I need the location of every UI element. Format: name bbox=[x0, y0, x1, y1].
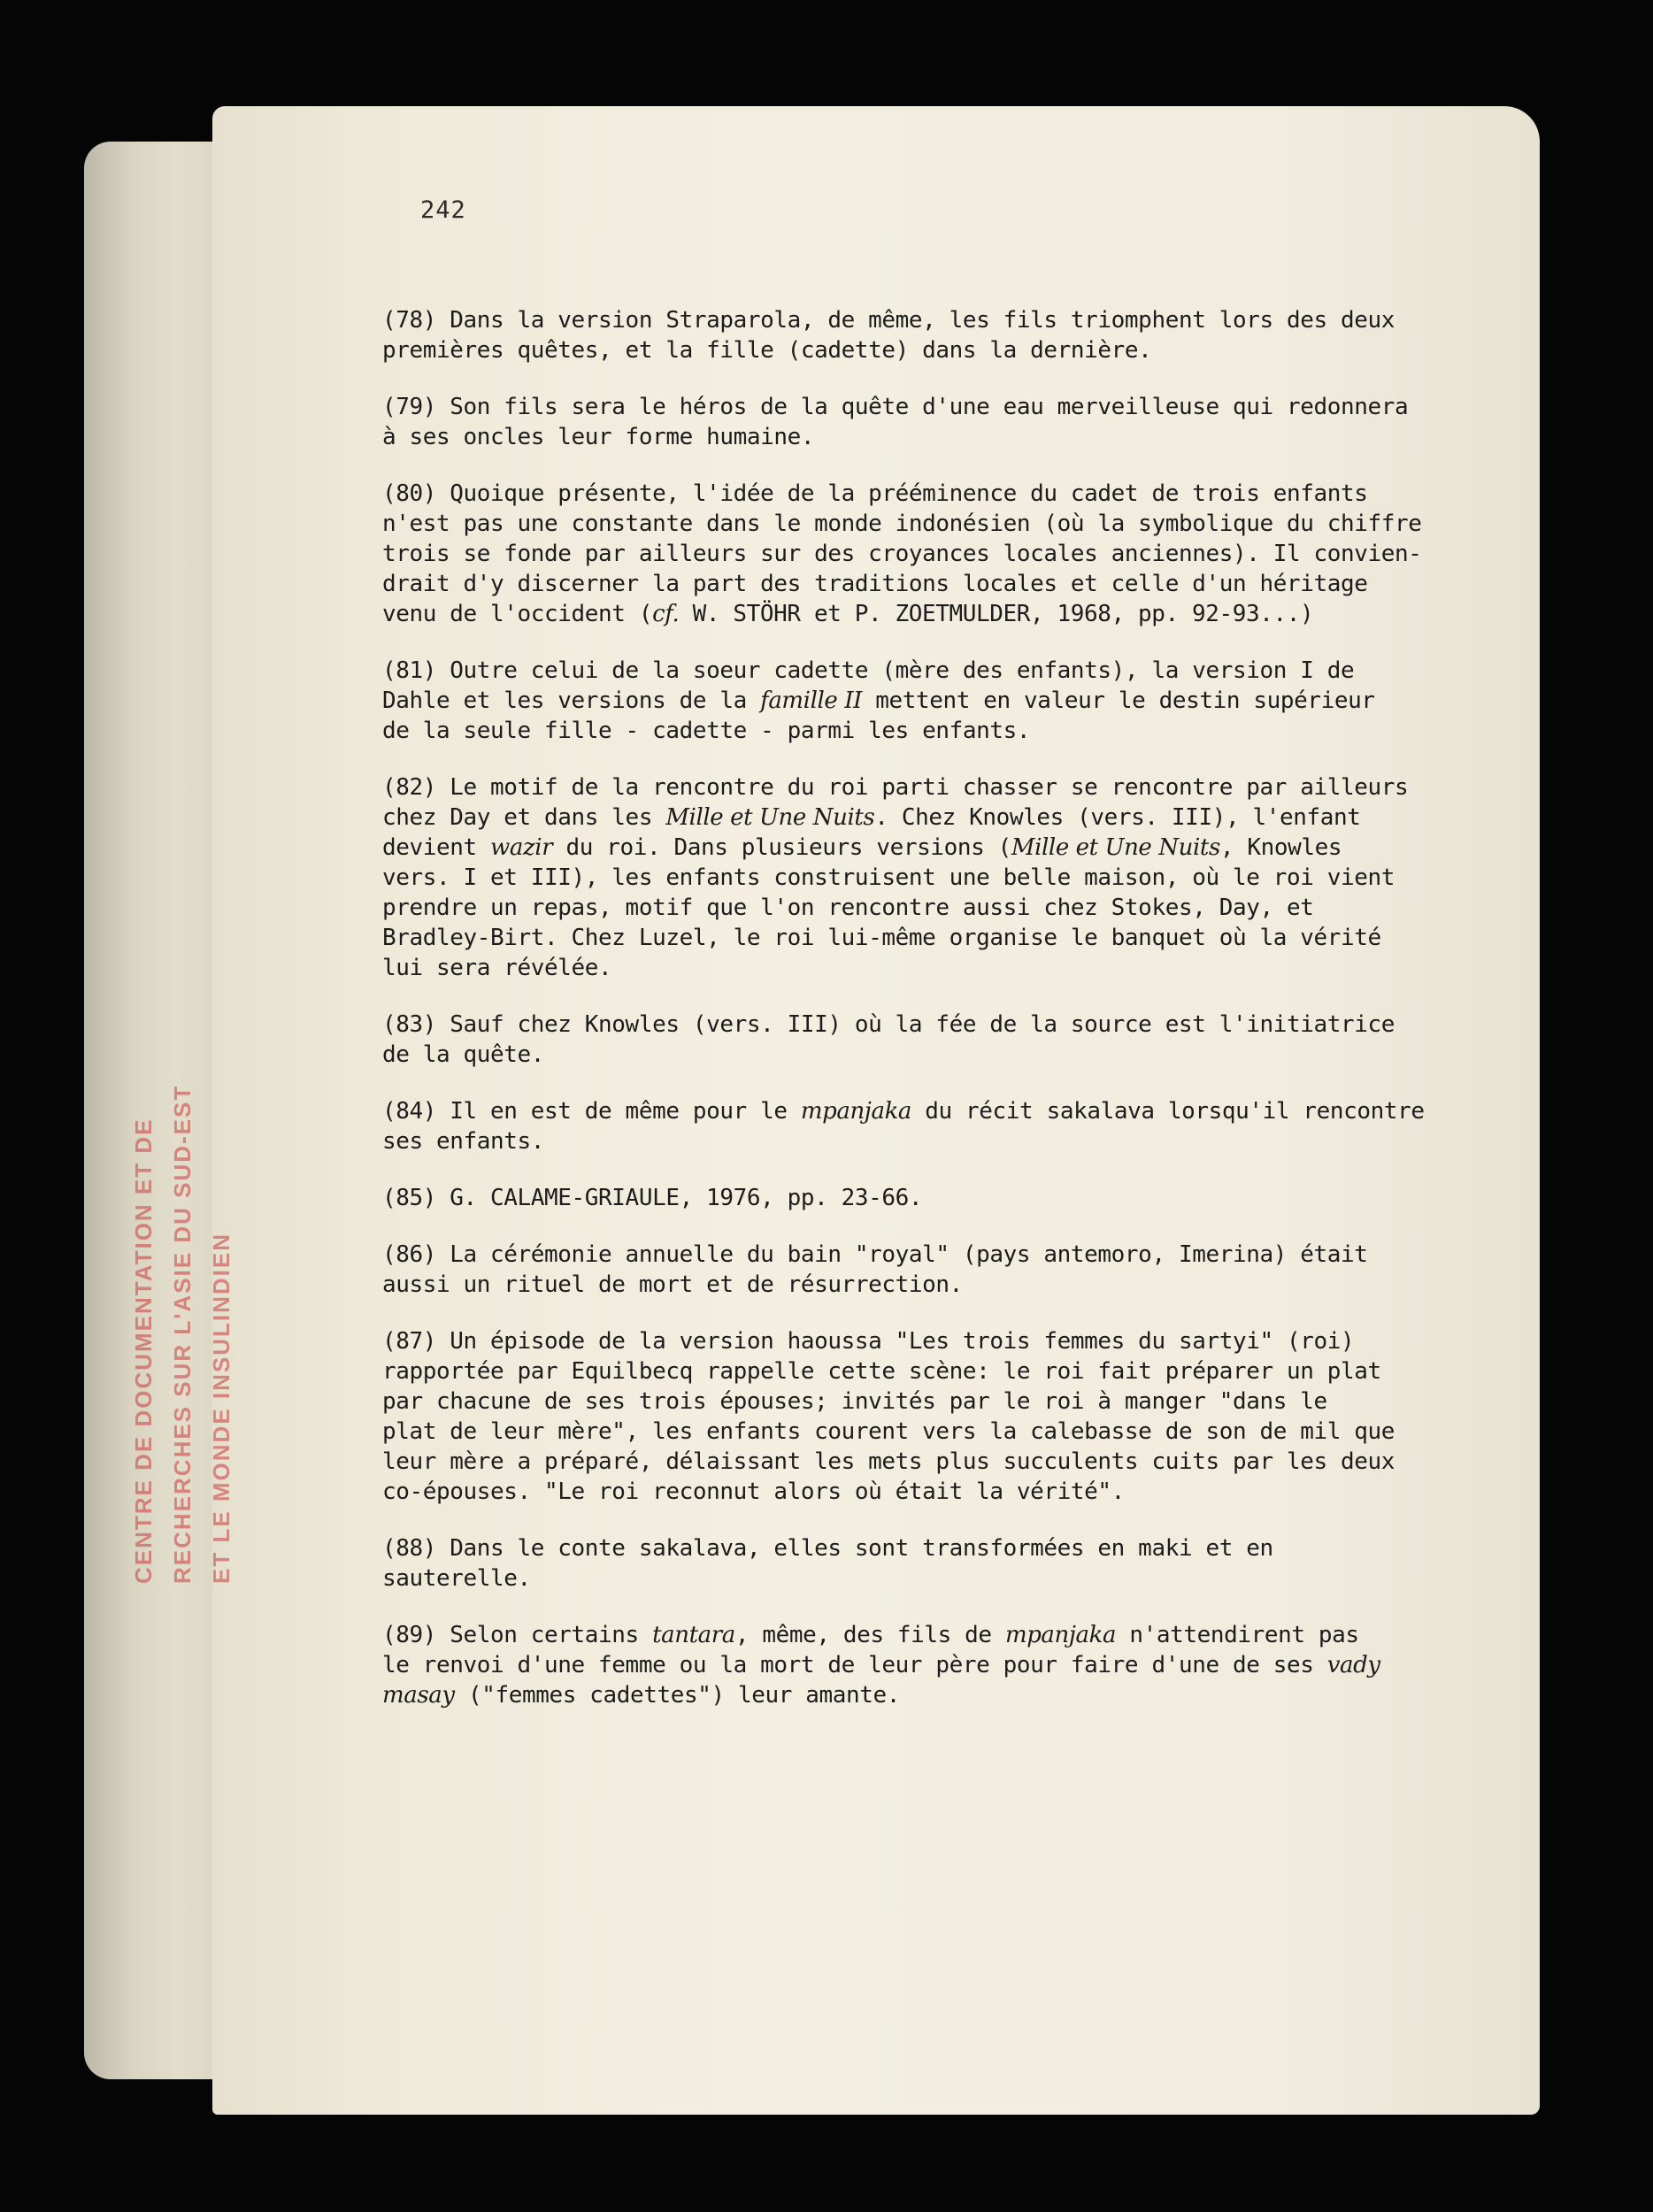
footnote-line bbox=[382, 422, 1471, 452]
text-segment: (89) Selon certains bbox=[382, 1622, 653, 1648]
footnote-89 bbox=[382, 1620, 1471, 1710]
footnote-line bbox=[382, 1417, 1471, 1447]
footnote-line bbox=[382, 1650, 1471, 1680]
footnote-line bbox=[382, 953, 1471, 983]
footnote-line bbox=[382, 335, 1471, 365]
footnote-line bbox=[382, 479, 1471, 509]
footnote-line bbox=[382, 539, 1471, 569]
italic-text: cf. bbox=[652, 601, 680, 627]
italic-text: masay bbox=[382, 1682, 455, 1709]
text-segment: rapportée par Equilbecq rappelle cette scène: le roi fait préparer un plat bbox=[382, 1358, 1381, 1385]
text-segment: venu de l'occident ( bbox=[382, 601, 653, 627]
footnote-line bbox=[382, 1326, 1471, 1356]
text-segment: à ses oncles leur forme humaine. bbox=[382, 424, 815, 450]
library-stamp bbox=[124, 1085, 241, 1584]
italic-text: mpanjaka bbox=[800, 1098, 912, 1125]
footnote-line bbox=[382, 392, 1471, 422]
text-segment: lui sera révélée. bbox=[382, 955, 612, 981]
text-segment: (87) Un épisode de la version haoussa "Les trois femmes du sartyi" (roi) bbox=[382, 1328, 1355, 1355]
text-segment: vers. I et III), les enfants construisent une belle maison, où le roi vient bbox=[382, 864, 1395, 891]
italic-text: vady bbox=[1326, 1652, 1380, 1678]
text-segment: (79) Son fils sera le héros de la quête d'une eau merveilleuse qui redonnera bbox=[382, 394, 1409, 420]
footnote-line bbox=[382, 569, 1471, 599]
italic-text: tantara bbox=[652, 1622, 735, 1648]
footnote-81 bbox=[382, 656, 1471, 746]
italic-text: Mille et Une Nuits bbox=[665, 804, 875, 831]
text-segment: Dahle et les versions de la bbox=[382, 687, 761, 714]
footnote-line bbox=[382, 656, 1471, 686]
text-segment: chez Day et dans les bbox=[382, 804, 666, 831]
text-segment: n'attendirent pas bbox=[1116, 1622, 1359, 1648]
footnote-line bbox=[382, 1096, 1471, 1126]
text-segment: trois se fonde par ailleurs sur des croyances locales anciennes). Il convien- bbox=[382, 541, 1422, 567]
text-segment: sauterelle. bbox=[382, 1565, 531, 1592]
footnote-80 bbox=[382, 479, 1471, 629]
text-segment: ("femmes cadettes") leur amante. bbox=[454, 1682, 901, 1709]
footnote-78 bbox=[382, 305, 1471, 365]
footnote-85 bbox=[382, 1183, 1471, 1213]
footnote-line bbox=[382, 716, 1471, 746]
text-segment: , Knowles bbox=[1219, 834, 1342, 861]
text-segment: Bradley-Birt. Chez Luzel, le roi lui-même organise le banquet où la vérité bbox=[382, 925, 1381, 951]
italic-text: wazir bbox=[490, 834, 553, 861]
text-segment: mettent en valeur le destin supérieur bbox=[862, 687, 1375, 714]
stamp-line: ET LE MONDE INSULINDIEN bbox=[208, 1232, 234, 1584]
text-segment: (78) Dans la version Straparola, de même, les fils triomphent lors des deux bbox=[382, 307, 1395, 334]
footnotes-list bbox=[382, 305, 1471, 1737]
footnote-line bbox=[382, 1270, 1471, 1300]
text-segment: plat de leur mère", les enfants courent vers la calebasse de son de mil que bbox=[382, 1418, 1395, 1445]
footnote-83 bbox=[382, 1010, 1471, 1070]
text-segment: ses enfants. bbox=[382, 1128, 545, 1155]
footnote-88 bbox=[382, 1533, 1471, 1594]
text-segment: (81) Outre celui de la soeur cadette (mère des enfants), la version I de bbox=[382, 657, 1355, 684]
stamp-line: CENTRE DE DOCUMENTATION ET DE bbox=[130, 1118, 157, 1584]
footnote-82 bbox=[382, 772, 1471, 983]
footnote-line bbox=[382, 803, 1471, 833]
text-segment: . Chez Knowles (vers. III), l'enfant bbox=[874, 804, 1361, 831]
text-segment: par chacune de ses trois épouses; invités par le roi à manger "dans le bbox=[382, 1388, 1327, 1415]
text-segment: n'est pas une constante dans le monde indonésien (où la symbolique du chiffre bbox=[382, 511, 1422, 537]
text-segment: de la quête. bbox=[382, 1041, 545, 1068]
text-segment: (83) Sauf chez Knowles (vers. III) où la fée de la source est l'initiatrice bbox=[382, 1011, 1395, 1038]
footnote-line bbox=[382, 1533, 1471, 1563]
footnote-line bbox=[382, 1240, 1471, 1270]
footnote-line bbox=[382, 1386, 1471, 1417]
footnote-line bbox=[382, 1680, 1471, 1710]
stamp-line: RECHERCHES SUR L'ASIE DU SUD-EST bbox=[169, 1084, 196, 1584]
text-segment: drait d'y discerner la part des traditions locales et celle d'un héritage bbox=[382, 571, 1368, 597]
footnote-line bbox=[382, 1126, 1471, 1156]
text-segment: devient bbox=[382, 834, 491, 861]
text-segment: (84) Il en est de même pour le bbox=[382, 1098, 801, 1125]
text-segment: leur mère a préparé, délaissant les mets plus succulents cuits par les deux bbox=[382, 1448, 1395, 1475]
italic-text: famille II bbox=[760, 687, 863, 714]
footnote-86 bbox=[382, 1240, 1471, 1300]
footnote-line bbox=[382, 1183, 1471, 1213]
footnote-79 bbox=[382, 392, 1471, 452]
italic-text: mpanjaka bbox=[1004, 1622, 1117, 1648]
footnote-line bbox=[382, 1477, 1471, 1507]
footnote-line bbox=[382, 686, 1471, 716]
footnote-line bbox=[382, 305, 1471, 335]
text-segment: (80) Quoique présente, l'idée de la prééminence du cadet de trois enfants bbox=[382, 480, 1368, 507]
text-segment: le renvoi d'une femme ou la mort de leur père pour faire d'une de ses bbox=[382, 1652, 1327, 1678]
footnote-84 bbox=[382, 1096, 1471, 1156]
footnote-87 bbox=[382, 1326, 1471, 1507]
footnote-line bbox=[382, 1040, 1471, 1070]
page-number: 242 bbox=[420, 196, 466, 224]
text-segment: de la seule fille - cadette - parmi les enfants. bbox=[382, 718, 1031, 744]
footnote-line bbox=[382, 863, 1471, 893]
text-segment: prendre un repas, motif que l'on rencontre aussi chez Stokes, Day, et bbox=[382, 895, 1314, 921]
footnote-line bbox=[382, 893, 1471, 923]
footnote-line bbox=[382, 772, 1471, 803]
text-segment: , même, des fils de bbox=[734, 1622, 1005, 1648]
text-segment: (88) Dans le conte sakalava, elles sont transformées en maki et en bbox=[382, 1535, 1273, 1562]
text-segment: (82) Le motif de la rencontre du roi parti chasser se rencontre par ailleurs bbox=[382, 774, 1409, 801]
footnote-line bbox=[382, 833, 1471, 863]
text-segment: premières quêtes, et la fille (cadette) dans la dernière. bbox=[382, 337, 1152, 364]
text-segment: co-épouses. "Le roi reconnut alors où était la vérité". bbox=[382, 1479, 1125, 1505]
footnote-line bbox=[382, 1356, 1471, 1386]
text-segment: (86) La cérémonie annuelle du bain "royal" (pays antemoro, Imerina) était bbox=[382, 1241, 1368, 1268]
footnote-line bbox=[382, 1620, 1471, 1650]
footnote-line bbox=[382, 599, 1471, 629]
text-segment: (85) G. CALAME-GRIAULE, 1976, pp. 23-66. bbox=[382, 1185, 923, 1211]
text-segment: aussi un rituel de mort et de résurrection. bbox=[382, 1271, 963, 1298]
footnote-line bbox=[382, 1010, 1471, 1040]
italic-text: Mille et Une Nuits bbox=[1011, 834, 1220, 861]
text-segment: du roi. Dans plusieurs versions ( bbox=[552, 834, 1011, 861]
text-segment: du récit sakalava lorsqu'il rencontre bbox=[911, 1098, 1425, 1125]
footnote-line bbox=[382, 1563, 1471, 1594]
text-segment: W. STÖHR et P. ZOETMULDER, 1968, pp. 92-93...) bbox=[679, 601, 1314, 627]
footnote-line bbox=[382, 509, 1471, 539]
footnote-line bbox=[382, 923, 1471, 953]
footnote-line bbox=[382, 1447, 1471, 1477]
